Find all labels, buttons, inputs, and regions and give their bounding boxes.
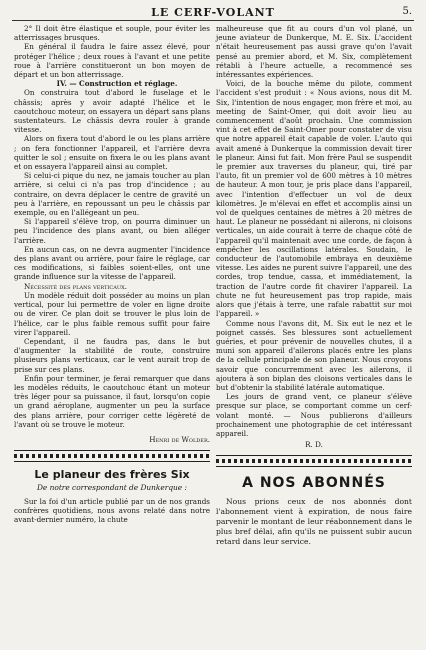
journal-title: LE CERF-VOLANT [151,6,275,19]
paragraph: Sur la foi d'un article publié par un de nos grands confrères quotidiens, nous avons relaté dans notre avant-dernier numéro, la chute [14,496,210,524]
article-title: Le planeur des frères Six [34,468,190,482]
article-byline: De notre correspondant de Dunkerque : [36,483,188,493]
author-signature: Henri de Wolder. [149,434,210,444]
paragraph: Nous prions ceux de nos abonnés dont l'abonnement vient à expiration, de nous faire parvenir le montant de leur réabonnement dans le plus bref délai, afin qu'ils ne puissent subir aucun retard dans leur service. [216,496,412,546]
paragraph: Si l'appareil s'élève trop, on pourra diminuer un peu l'incidence des plans avant, ou bien alléger l'arrière. [14,217,210,245]
section-heading: Nécessité des plans verticaux. [24,281,127,291]
left-column [14,24,210,524]
right-column [216,24,412,547]
paragraph: Voici, de la bouche même du pilote, comment l'accident s'est produit : « Nous avions, nous dit M. Six, l'intention de nous engager, mon frère et moi, au meeting de Saint-Omer, qui doit avoir lieu au commencement d'août prochain. Une commission vint à cet effet de Saint-Omer pour constater de visu que notre appareil était capable de voler. L'auto qui avait amené à Dunkerque la commission devait tirer le planeur. Ainsi fut fait. Mon frère Paul se suspendit le premier aux traverses du planeur, qui, tiré par l'auto, fit un premier vol de 600 mètres à 10 mètres de hauteur. A mon tour, je pris place dans l'appareil, avec l'intention d'effectuer un vol de deux kilomètres. Je m'élevai en effet et accomplis ainsi un vol de quelques centaines de mètres à 20 mètres de haut. Le planeur ne possédant ni ailerons, ni cloisons verticales, un aide courait à terre de chaque côté de l'appareil qu'il maintenait avec une corde, de façon à empêcher les oscillations latérales. Soudain, le conducteur de l'automobile embraya en deuxième vitesse. Les aides ne purent suivre l'appareil, une des cordes, trop tendue, cassa, et immédiatement, la traction de l'autre corde fit chavirer l'appareil. La chute ne fut heureusement pas trop rapide, mais alors que j'étais à terre, une rafale rabattit sur moi l'appareil. » [216,79,412,319]
page-number: 5. [402,6,412,17]
section-heading: IV. — Construction et réglage. [56,79,178,89]
paragraph: Cependant, il ne faudra pas, dans le but d'augmenter la stabilité de route, construire plusieurs plans verticaux, car le vent aurait trop de prise sur ces plans. [14,336,210,374]
paragraph: En général il faudra le faire assez élevé, pour protéger l'hélice ; deux roues à l'avant et une petite roue à l'arrière constitueront un bon moyen de départ et un bon atterrissage. [14,42,210,80]
paragraph: Enfin pour terminer, je ferai remarquer que dans les modèles réduits, le caoutchouc étant un moteur très léger pour sa puissance, il faut, lorsqu'on copie un grand aéroplane, augmenter un peu la surface des plans arrière, pour corriger cette légèreté de l'avant où se trouve le moteur. [14,373,210,429]
paragraph: Comme nous l'avons dit, M. Six eut le nez et le poignet cassés. Ses blessures sont actuellement guéries, et pour prévenir de nouvelles chutes, il a muni son appareil d'ailerons placés entre les plans de la cellule principale de son planeur. Nous croyons savoir que concurremment avec les ailerons, il ajoutera à son biplan des cloisons verticales dans le but d'obtenir la stabilité latérale automatique. [216,318,412,392]
page-header [12,6,414,21]
paragraph: On construira tout d'abord le fuselage et le châssis; après y avoir adapté l'hélice et le caoutchouc moteur, on essayera un départ sans plans sustentateurs. Le châssis devra rouler à grande vitesse. [14,88,210,135]
paragraph: Alors on fixera tout d'abord le ou les plans arrière ; on fera fonctionner l'appareil, et l'arrière devra quitter le sol ; ensuite on fixera le ou les plans avant et on essayera l'appareil ainsi au complet. [14,134,210,172]
ornamental-divider [14,450,210,462]
ornamental-divider [216,455,412,467]
paragraph: Un modèle réduit doit posséder au moins un plan vertical, pour lui permettre de voler en ligne droite ou de virer. Ce plan doit se trouver le plus loin de l'hélice, car le plus faible remous suffit pour faire virer l'appareil. [14,290,210,337]
author-signature: R. D. [305,440,323,450]
notice-title: A NOS ABONNÉS [242,475,386,492]
paragraph: 2° Il doit être élastique et souple, pour éviter les atterrissages brusques. [14,24,210,43]
subscriber-notice [216,497,412,547]
paragraph: Les jours de grand vent, ce planeur s'élève presque sur place, se comportant comme un cerf-volant monté. — Nous publierons d'ailleurs prochainement une photographie de cet intéressant appareil. [216,392,412,438]
paragraph: malheureuse que fit au cours d'un vol plané, un jeune aviateur de Dunkerque, M. E. Six. L'accident n'était heureusement pas aussi grave qu'on l'avait pensé au premier abord, et M. Six, complètement rétabli à l'heure actuelle, a recommencé ses intéressantes expériences. [216,24,412,80]
paragraph: Si celui-ci pique du nez, ne jamais toucher au plan arrière, si celui ci n'a pas trop d'incidence ; au contraire, on devra déplacer le centre de gravité un peu à l'arrière, en repoussant un peu le châssis par exemple, ou en l'allégeant un peu. [14,171,210,218]
paragraph: En aucun cas, on ne devra augmenter l'incidence des plans avant ou arrière, pour faire le réglage, car ces modifications, si faibles soient-elles, ont une grande influence sur la vitesse de l'appareil. [14,244,210,282]
